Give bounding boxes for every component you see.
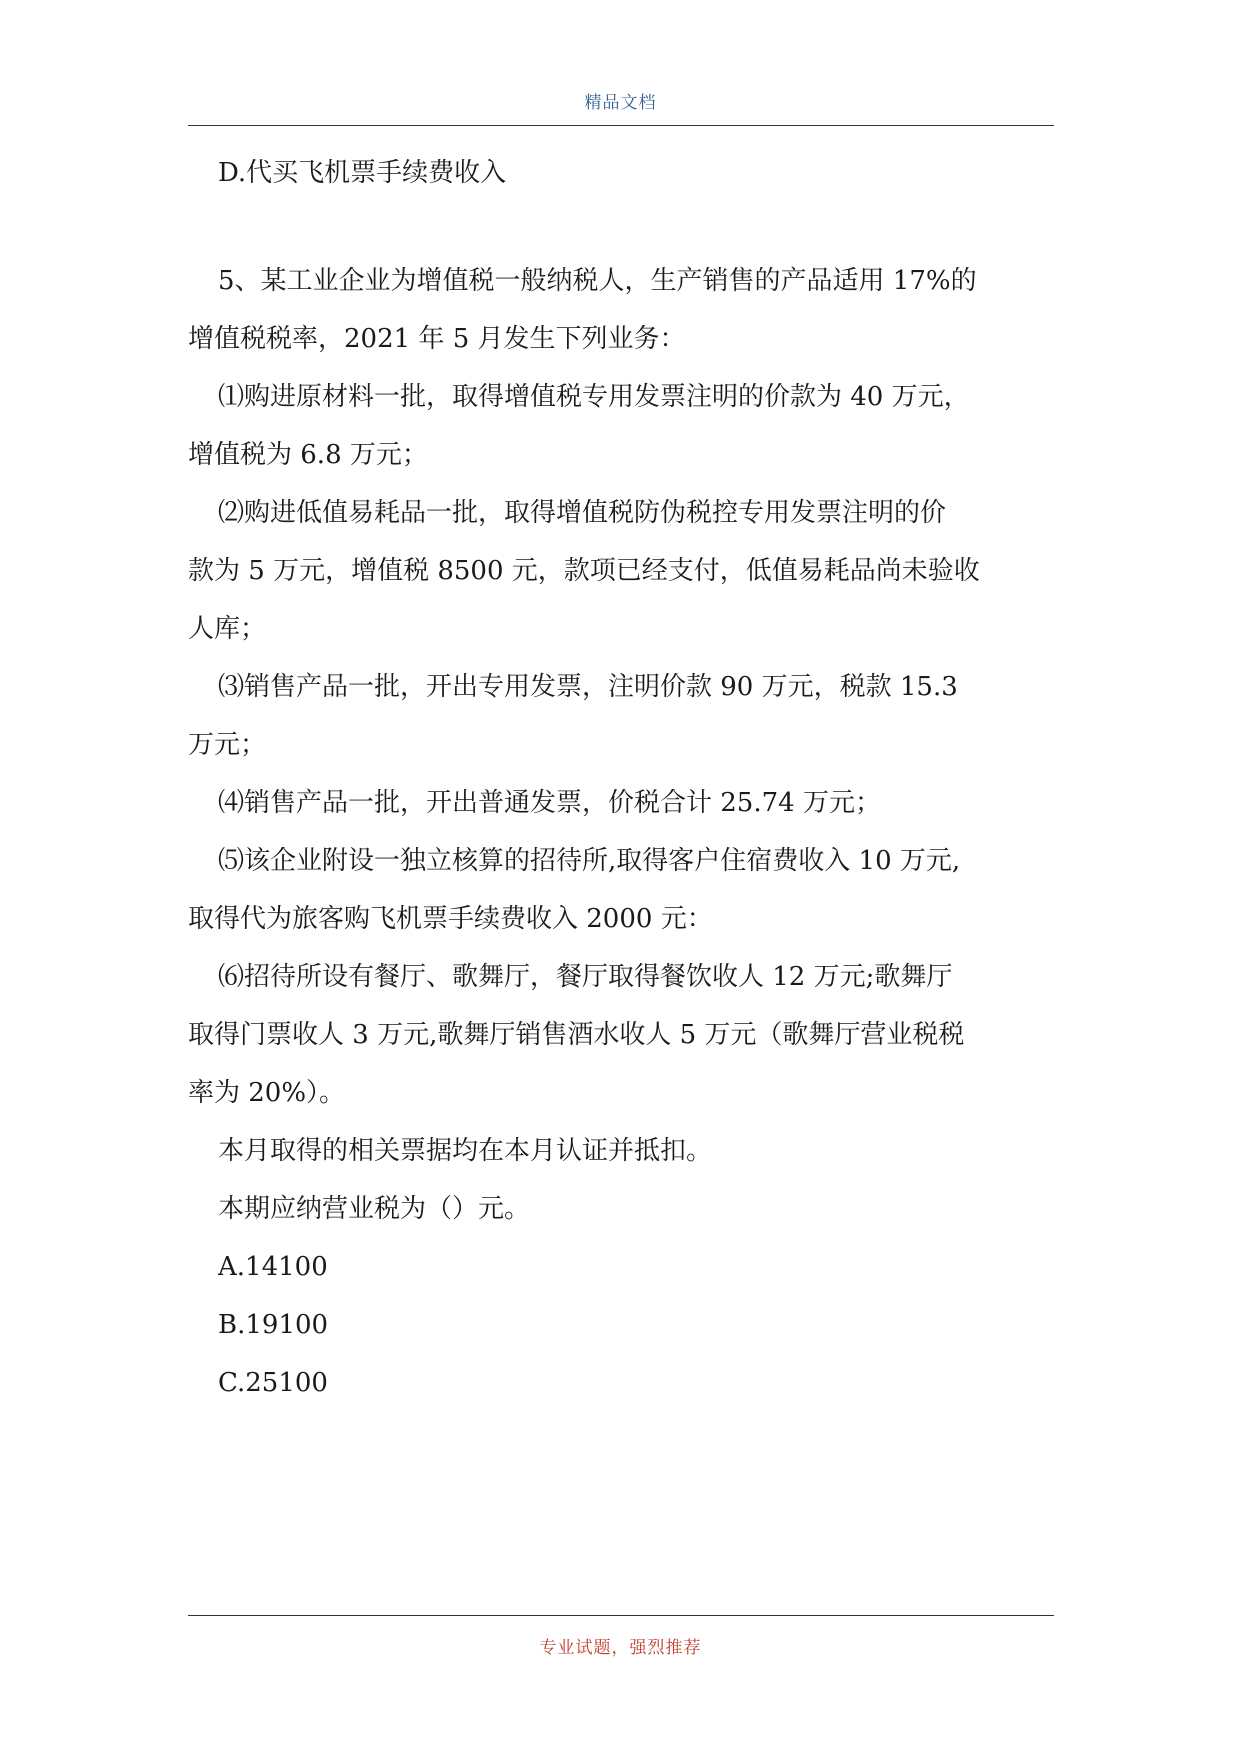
option-a: A.14100 bbox=[218, 1252, 328, 1282]
item-5-line-1: ⑸该企业附设一独立核算的招待所,取得客户住宿费收入 10 万元, bbox=[218, 846, 961, 876]
item-3-line-2: 万元； bbox=[188, 730, 267, 760]
note-text: 本月取得的相关票据均在本月认证并抵扣。 bbox=[218, 1136, 713, 1166]
question-5-stem-line-1: 5、某工业企业为增值税一般纳税人，生产销售的产品适用 17%的 bbox=[218, 266, 977, 296]
item-6-line-1: ⑹招待所设有餐厅、歌舞厅，餐厅取得餐饮收人 12 万元;歌舞厅 bbox=[218, 962, 953, 992]
page-header: 精品文档 bbox=[584, 93, 657, 113]
question-text: 本期应纳营业税为（）元。 bbox=[218, 1194, 531, 1224]
item-6-line-3: 率为 20%）。 bbox=[188, 1078, 346, 1108]
item-1-line-1: ⑴购进原材料一批，取得增值税专用发票注明的价款为 40 万元， bbox=[218, 382, 970, 412]
item-5-line-2: 取得代为旅客购飞机票手续费收入 2000 元： bbox=[188, 904, 713, 934]
item-4-line-1: ⑷销售产品一批，开出普通发票，价税合计 25.74 万元； bbox=[218, 788, 881, 818]
item-6-line-2: 取得门票收人 3 万元,歌舞厅销售酒水收人 5 万元（歌舞厅营业税税 bbox=[188, 1020, 965, 1050]
option-d-previous: D.代买飞机票手续费收入 bbox=[218, 158, 507, 188]
page-footer: 专业试题，强烈推荐 bbox=[539, 1638, 702, 1658]
question-5-stem-line-2: 增值税税率，2021 年 5 月发生下列业务： bbox=[188, 324, 686, 354]
header-divider bbox=[188, 125, 1054, 126]
item-2-line-3: 人库； bbox=[188, 614, 267, 644]
item-3-line-1: ⑶销售产品一批，开出专用发票，注明价款 90 万元，税款 15.3 bbox=[218, 672, 958, 702]
item-2-line-1: ⑵购进低值易耗品一批，取得增值税防伪税控专用发票注明的价 bbox=[218, 498, 947, 528]
option-c: C.25100 bbox=[218, 1368, 328, 1398]
option-b: B.19100 bbox=[218, 1310, 329, 1340]
item-1-line-2: 增值税为 6.8 万元； bbox=[188, 440, 428, 470]
item-2-line-2: 款为 5 万元，增值税 8500 元，款项已经支付，低值易耗品尚未验收 bbox=[188, 556, 980, 586]
footer-divider bbox=[188, 1615, 1054, 1616]
